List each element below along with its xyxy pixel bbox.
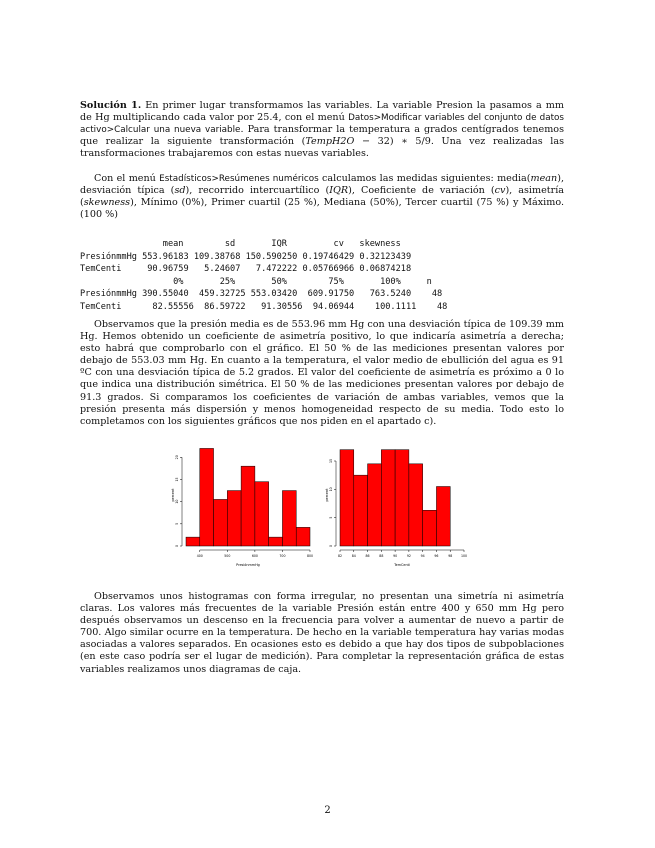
- output-line: mean sd IQR cv skewness: [80, 239, 401, 249]
- output-line: TemCenti 90.96759 5.24607 7.472222 0.05766966 0.06874218: [80, 264, 412, 275]
- histogram-bar: [423, 510, 437, 546]
- x-tick-label: 800: [306, 554, 314, 558]
- p2-text-6: ), asimetría (: [80, 185, 565, 209]
- p2-text-7: ), Mínimo (0%), Primer cuartil (25 %), Mediana (50%), Tercer cuartil (75 %) y Máximo. (100 %): [80, 197, 564, 221]
- x-axis: [338, 550, 467, 567]
- histogram-bar: [186, 537, 200, 546]
- x-tick-label: 400: [196, 554, 203, 558]
- y-tick-label: 10: [329, 487, 333, 492]
- histogram-bar: [227, 491, 241, 546]
- y-tick-label: 5: [175, 522, 179, 525]
- measure-skewness: skewness: [83, 197, 131, 209]
- histogram-temperature-svg: [324, 440, 474, 580]
- x-tick-label: 700: [279, 554, 286, 558]
- p2-text-3: ), desviación típica (: [80, 173, 564, 197]
- y-tick-label: 0: [329, 544, 333, 548]
- p1-text-1: En primer lugar transformamos las variables. La variable Presion la pasamos a mm de Hg multiplicando cada valor por 25.4, con el menú: [80, 100, 564, 124]
- paragraph-interpretation: Observamos que la presión media es de 553.96 mm Hg con una desviación típica de 109.39 mm Hg. Hemos obtenido un coeficiente de asimetría positivo, lo que indicaría asimetría a derecha; esto habrá que comprobarlo con el gráfico. El 50 % de las mediciones presentan valores por debajo de 553.03 mm Hg. En cuanto a la temperatura, el valor medio de ebullición del agua es 91 ºC con una desviación típica de 5.2 grados. El valor del coeficiente de asimetría es próximo a 0 lo que indica una distribución simétrica. El 50 % de las mediciones presentan valores por debajo de 91.3 grados. Si comparamos los coeficientes de variación de ambas variables, vemos que la presión presenta más dispersión y menos homogeneidad respecto de su media. Todo esto lo completamos con los siguientes gráficos que nos piden en el apartado c).: [80, 319, 564, 427]
- histogram-bar: [340, 450, 354, 546]
- y-axis: [171, 455, 182, 547]
- p2-text-4: ), recorrido intercuartílico (: [185, 185, 330, 197]
- output-line: PresiónmmHg 553.96183 109.38768 150.590250 0.19746429 0.32123439: [80, 251, 412, 262]
- histogram-bar: [200, 448, 214, 546]
- output-line: 0% 25% 50% 75% 100% n: [80, 276, 432, 287]
- p2-text-1: Con el menú: [94, 173, 160, 184]
- paragraph-measures: [80, 173, 564, 221]
- y-axis: [325, 459, 336, 547]
- histogram-bar: [282, 491, 296, 546]
- measure-iqr: IQR: [329, 185, 349, 197]
- histogram-bar: [255, 482, 269, 546]
- histogram-pressure: [170, 440, 320, 580]
- histogram-bar: [368, 464, 382, 546]
- x-tick-label: 86: [365, 554, 370, 558]
- x-tick-label: 500: [224, 554, 231, 558]
- x-tick-label: 88: [379, 554, 384, 558]
- histogram-bar: [381, 450, 395, 546]
- y-axis-label: percent: [325, 488, 329, 502]
- histogram-bar: [214, 499, 228, 546]
- p1-text-2: . Para transformar la temperatura a grados centígrados tenemos que realizar la siguiente transformación (: [80, 124, 565, 148]
- histogram-bar: [241, 466, 255, 546]
- output-line: TemCenti 82.55556 86.59722 91.30556 94.06944 100.1111 48: [80, 301, 448, 312]
- histogram-pressure-svg: [170, 440, 320, 580]
- x-tick-label: 92: [406, 554, 411, 558]
- y-tick-label: 0: [175, 544, 179, 548]
- x-tick-label: 600: [251, 554, 258, 558]
- histogram-bar: [409, 464, 423, 546]
- x-tick-label: 100: [460, 554, 468, 558]
- y-tick-label: 15: [175, 477, 179, 482]
- histogram-temperature: [324, 440, 474, 580]
- measure-sd: sd: [174, 185, 186, 197]
- measure-mean: mean: [530, 173, 558, 184]
- x-tick-label: 98: [448, 554, 453, 558]
- y-tick-label: 5: [329, 516, 333, 519]
- p2-text-5: ), Coeficiente de variación (: [348, 185, 495, 197]
- histogram-bar: [436, 487, 450, 547]
- x-tick-label: 94: [420, 554, 425, 558]
- histogram-bar: [296, 527, 310, 546]
- formula-variable: TempH2O: [305, 136, 355, 148]
- x-axis: [197, 550, 313, 567]
- histogram-bar: [269, 537, 283, 546]
- histogram-bar: [395, 450, 409, 546]
- output-line: PresiónmmHg 390.55040 459.32725 553.03420 609.91750 763.5240 48: [80, 289, 443, 300]
- solution-label: Solución 1.: [80, 100, 142, 111]
- x-tick-label: 96: [434, 554, 439, 558]
- y-tick-label: 15: [329, 458, 333, 464]
- y-axis-label: percent: [171, 488, 175, 502]
- x-axis-label: TemCenti: [394, 563, 410, 567]
- p2-text-2: calculamos las medidas siguientes: media(: [318, 173, 531, 184]
- x-tick-label: 82: [337, 554, 343, 558]
- x-axis-label: PresiónmmHg: [236, 563, 260, 567]
- y-tick-label: 10: [175, 499, 179, 504]
- menu-path-1: Datos>Modificar variables del conjunto de datos activo>Calcular una nueva variable: [80, 113, 564, 136]
- histogram-bar: [354, 475, 368, 546]
- x-tick-label: 90: [393, 554, 398, 558]
- page-number: 2: [324, 805, 331, 816]
- menu-path-2: Estadísticos>Resúmenes numéricos: [159, 174, 319, 184]
- r-output-block: [80, 238, 447, 314]
- p1-text-3: − 32) ∗ 5/9. Una vez realizadas las transformaciones trabajaremos con estas nuevas variables.: [80, 136, 565, 160]
- y-tick-label: 20: [175, 455, 179, 460]
- paragraph-histogram-comment: Observamos unos histogramas con forma irregular, no presentan una simetría ni asimetría claras. Los valores más frecuentes de la variable Presión están entre 400 y 650 mm Hg pero después observamos un descenso en la frecuencia para volver a aumentar de nuevo a partir de 700. Algo similar ocurre en la temperatura. De hecho en la variable temperatura hay varias modas asociadas a valores separados. En ocasiones esto es debido a que hay dos tipos de subpoblaciones (en este caso podría ser el lugar de medición). Para completar la representación gráfica de estas variables realizamos unos diagramas de caja.: [80, 591, 564, 675]
- x-tick-label: 84: [351, 554, 356, 558]
- paragraph-solution: [80, 100, 564, 160]
- measure-cv: cv: [494, 185, 506, 197]
